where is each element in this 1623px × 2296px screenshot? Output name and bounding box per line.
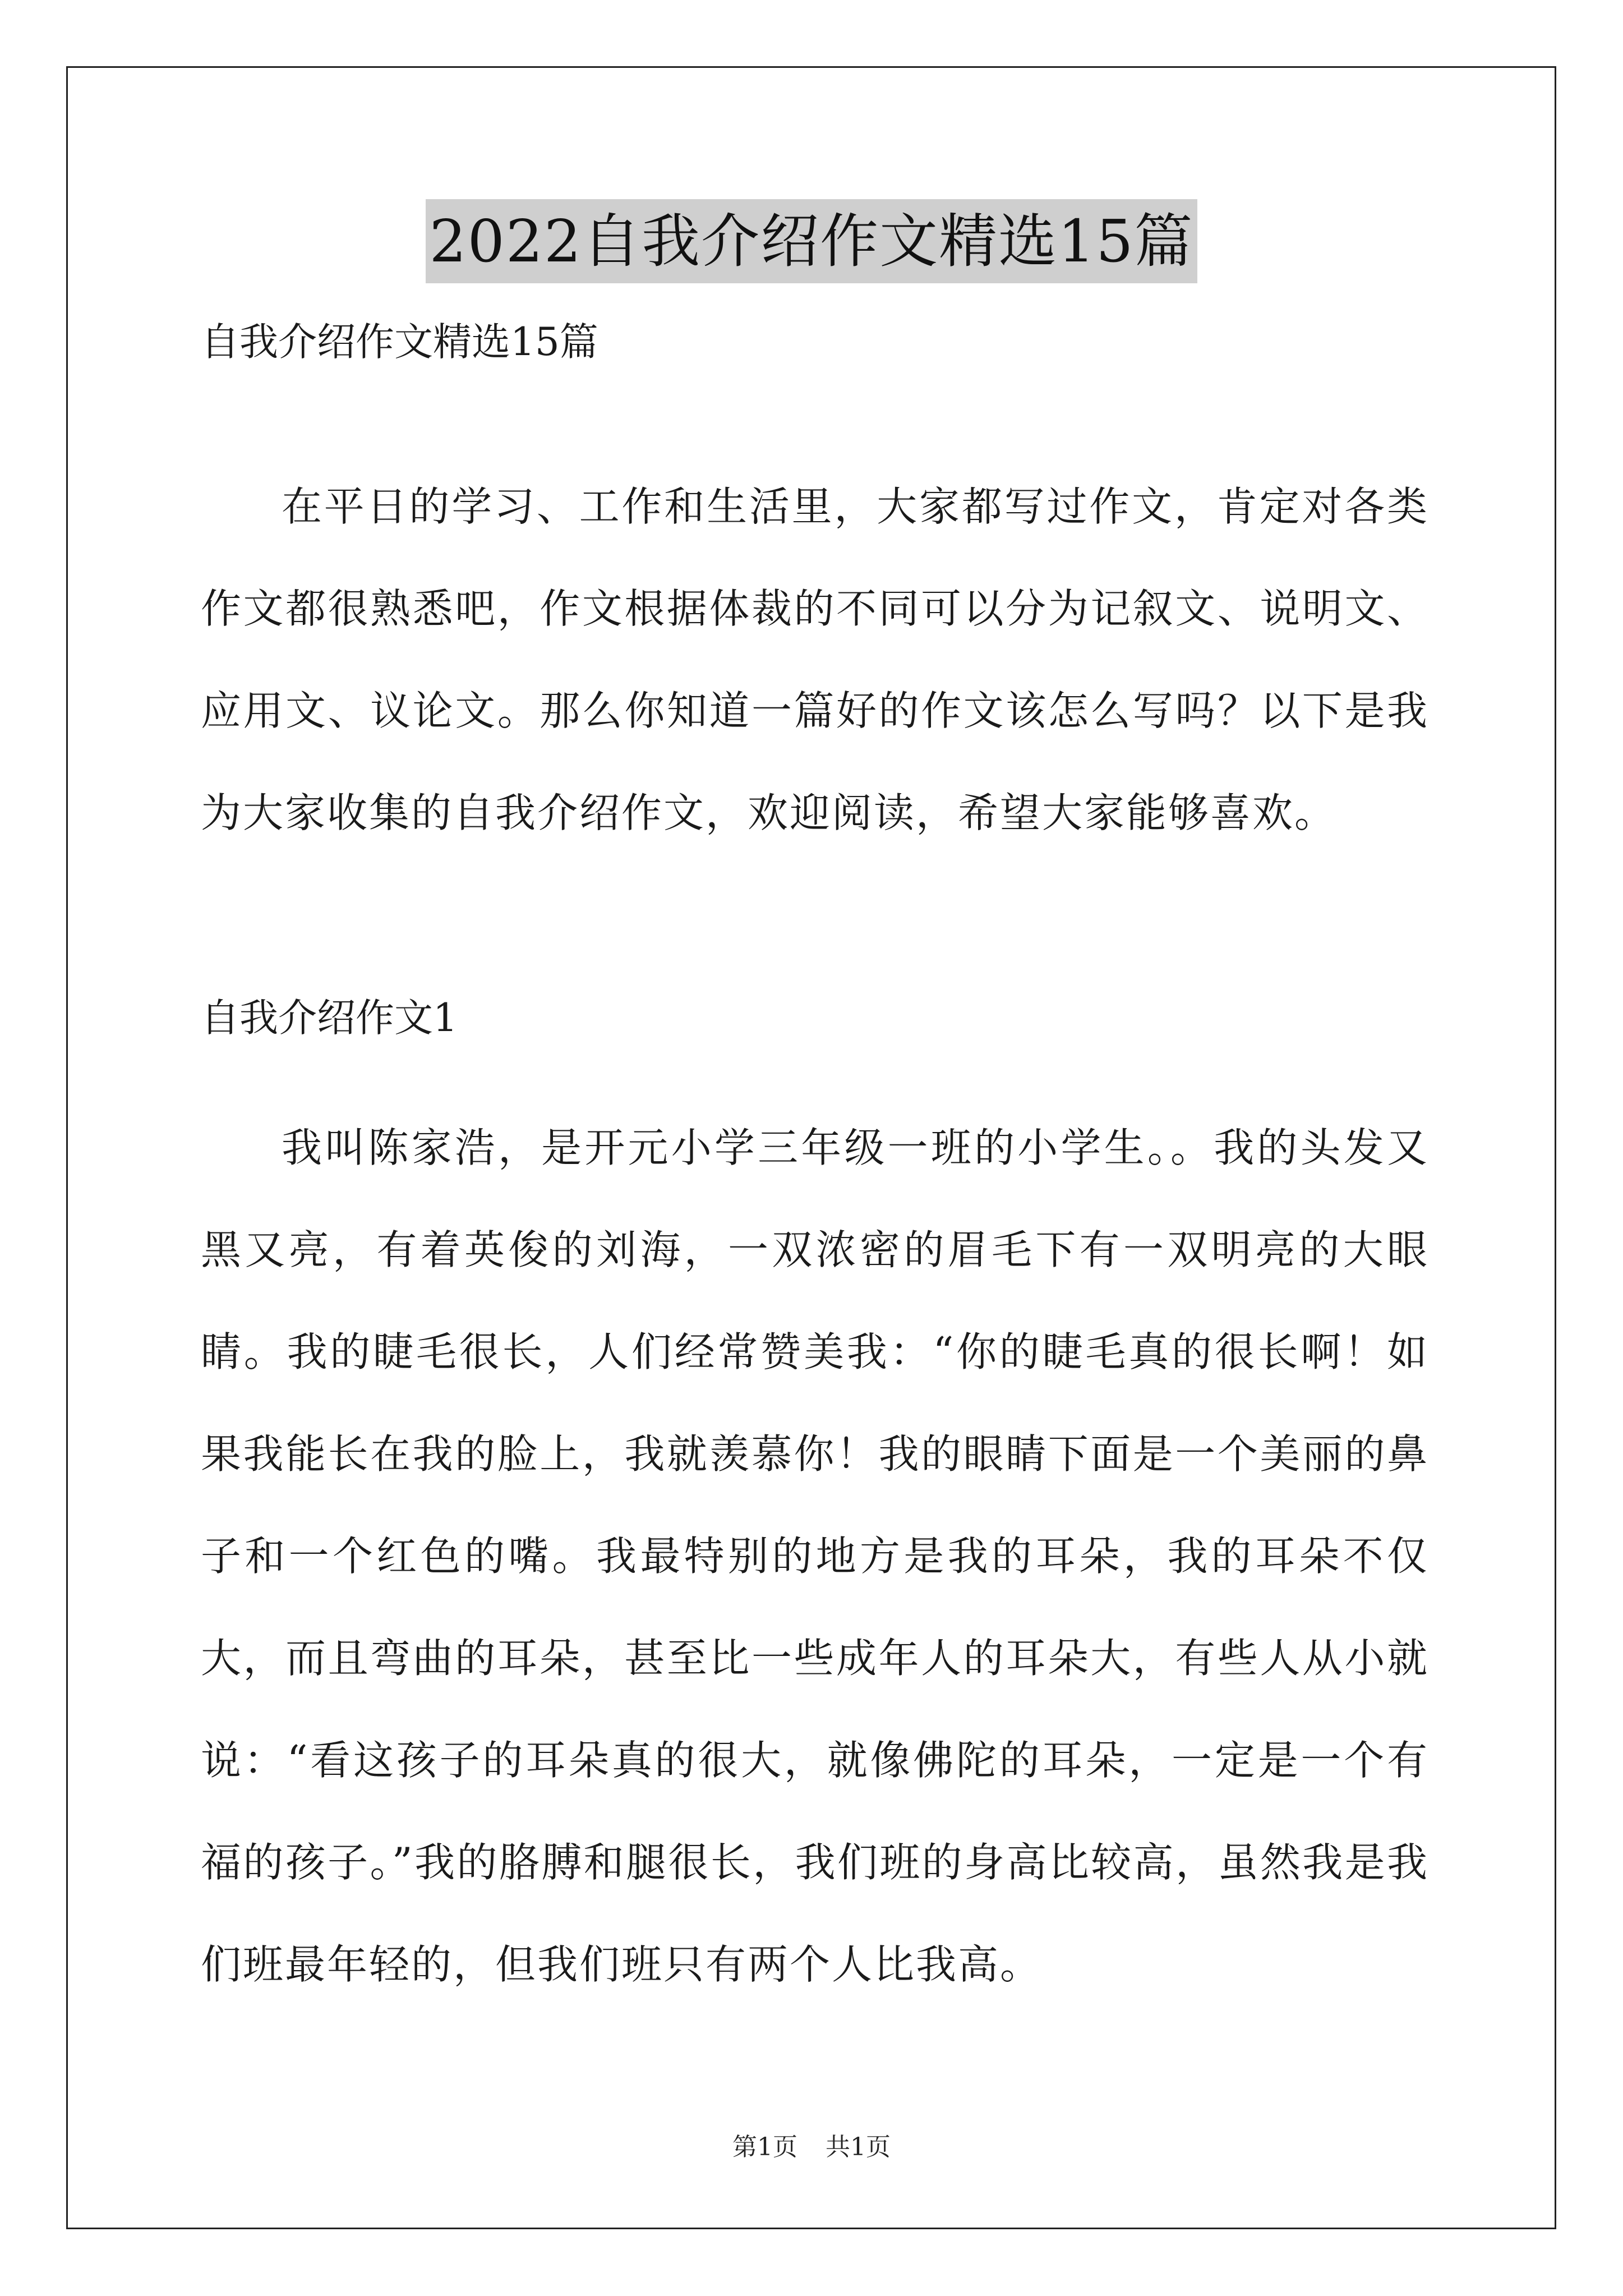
title-container	[0, 199, 1623, 283]
section-heading: 自我介绍作文1	[201, 996, 458, 1041]
intro-paragraph: 在平日的学习、工作和生活里，大家都写过作文，肯定对各类作文都很熟悉吧，作文根据体裁的不同可以分为记叙文、说明文、应用文、议论文。那么你知道一篇好的作文该怎么写吗？以下是我为大家收集的自我介绍作文，欢迎阅读，希望大家能够喜欢。	[201, 483, 1429, 836]
document-subtitle: 自我介绍作文精选15篇	[201, 320, 598, 365]
document-title: 2022自我介绍作文精选15篇	[426, 199, 1197, 283]
page-total: 共1页	[826, 2133, 891, 2161]
section-paragraph: 我叫陈家浩，是开元小学三年级一班的小学生。。我的头发又黑又亮，有着英俊的刘海，一双浓密的眉毛下有一双明亮的大眼睛。我的睫毛很长，人们经常赞美我：“你的睫毛真的很长啊！如果我能长在我的脸上，我就羡慕你！我的眼睛下面是一个美丽的鼻子和一个红色的嘴。我最特别的地方是我的耳朵，我的耳朵不仅大，而且弯曲的耳朵，甚至比一些成年人的耳朵大，有些人从小就说：“看这孩子的耳朵真的很大，就像佛陀的耳朵，一定是一个有福的孩子。”我的胳膊和腿很长，我们班的身高比较高，虽然我是我们班最年轻的，但我们班只有两个人比我高。	[201, 1124, 1429, 1988]
page-number: 第1页	[732, 2133, 797, 2161]
page-footer	[0, 2131, 1623, 2164]
intro-section	[201, 455, 1429, 864]
section-body	[201, 1097, 1429, 2016]
